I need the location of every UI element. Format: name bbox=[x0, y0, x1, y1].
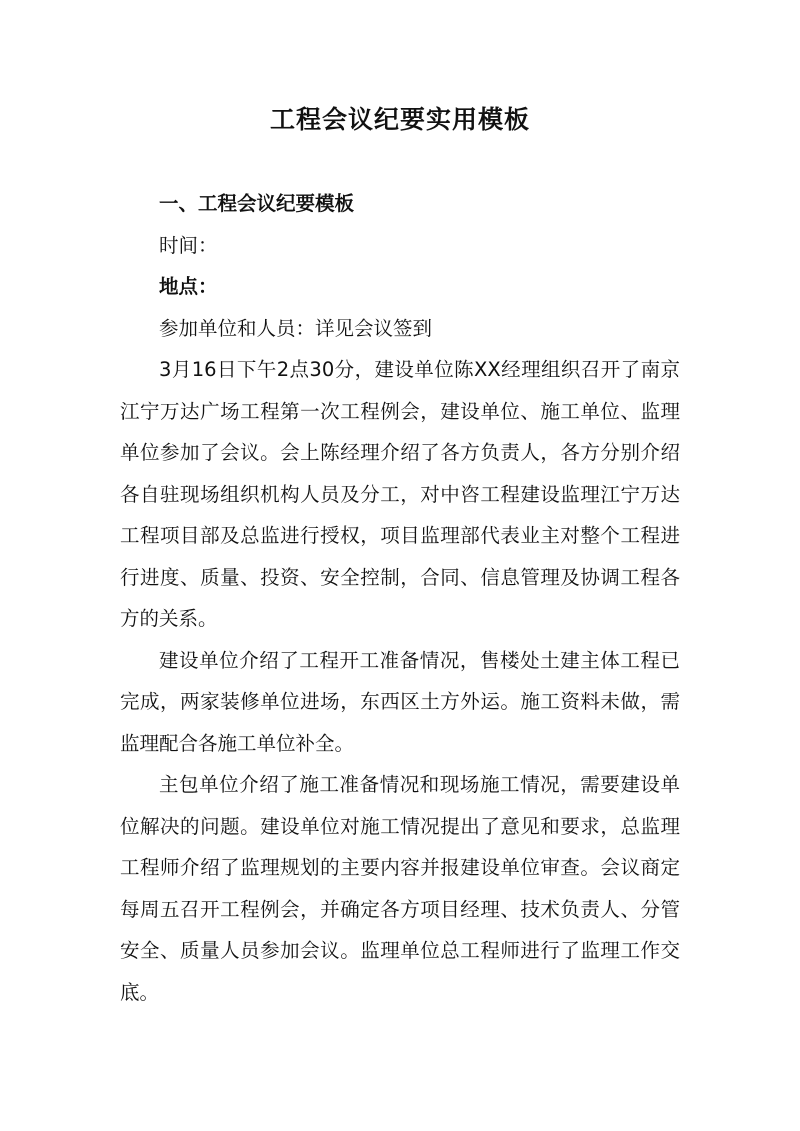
time-label: 时间： bbox=[159, 233, 218, 257]
document-body bbox=[120, 183, 680, 1013]
paragraph-construction-prep: 建设单位介绍了工程开工准备情况，售楼处土建主体工程已完成，两家装修单位进场，东西区土方外运。施工资料未做，需监理配合各施工单位补全。 bbox=[120, 648, 680, 755]
document-title: 工程会议纪要实用模板 bbox=[269, 105, 530, 134]
section-heading: 一、工程会议纪要模板 bbox=[159, 192, 355, 215]
attendees-line: 参加单位和人员：详见会议签到 bbox=[159, 316, 433, 340]
paragraph-meeting-overview: 3月16日下午2点30分，建设单位陈XX经理组织召开了南京江宁万达广场工程第一次工程例会，建设单位、施工单位、监理单位参加了会议。会上陈经理介绍了各方负责人，各方分别介绍各自驻现场组织机构人员及分工，对中咨工程建设监理江宁万达工程项目部及总监进行授权，项目监理部代表业主对整个工程进行进度、质量、投资、安全控制，合同、信息管理及协调工程各方的关系。 bbox=[120, 358, 680, 630]
paragraph-contractor-report: 主包单位介绍了施工准备情况和现场施工情况，需要建设单位解决的问题。建设单位对施工情况提出了意见和要求，总监理工程师介绍了监理规划的主要内容并报建设单位审查。会议商定每周五召开工程例会，并确定各方项目经理、技术负责人、分管安全、质量人员参加会议。监理单位总工程师进行了监理工作交底。 bbox=[120, 773, 680, 1004]
place-label: 地点： bbox=[159, 275, 218, 298]
